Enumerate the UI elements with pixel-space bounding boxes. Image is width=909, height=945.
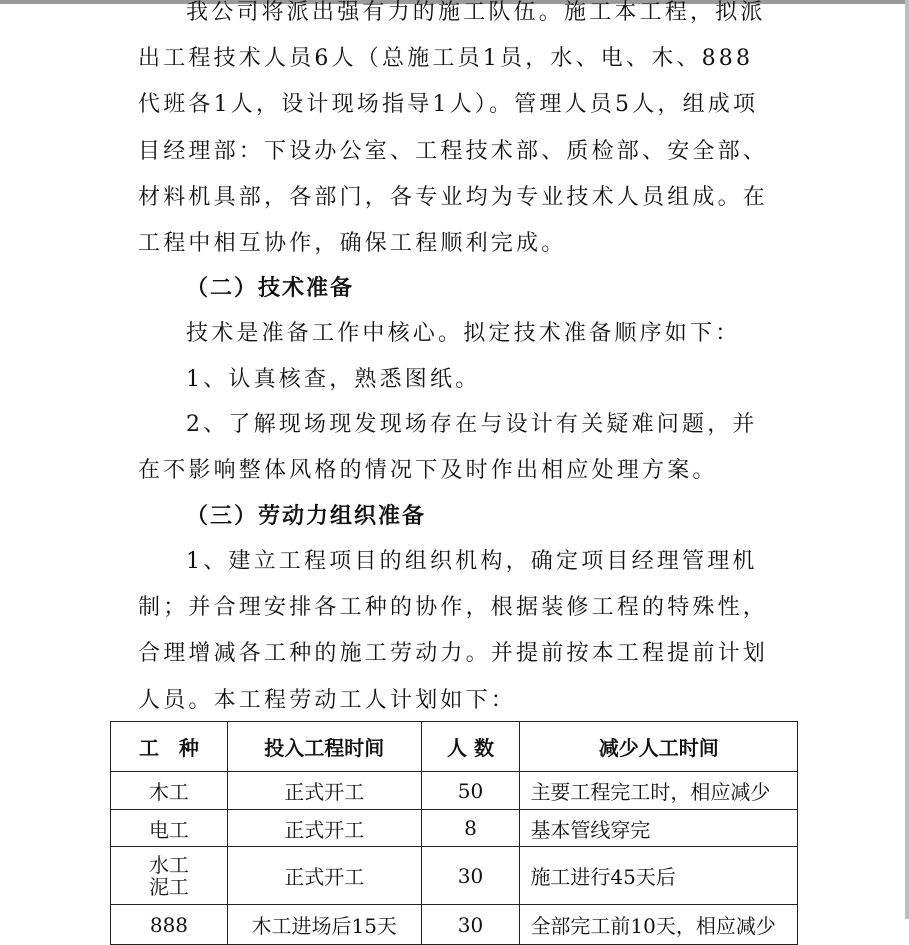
heading-labor-preparation: （三）劳动力组织准备 bbox=[186, 503, 427, 529]
cell-start-time: 正式开工 bbox=[227, 810, 421, 847]
paragraph-item-1: 1、认真核查，熟悉图纸。 bbox=[186, 367, 481, 392]
table-header-row bbox=[111, 722, 798, 772]
cell-count: 30 bbox=[421, 847, 520, 905]
cell-reduce-time: 施工进行45天后 bbox=[520, 847, 798, 905]
table-row bbox=[111, 810, 798, 847]
header-count: 人 数 bbox=[421, 722, 520, 772]
cell-reduce-time: 全部完工前10天，相应减少 bbox=[520, 905, 798, 945]
cell-trade: 水工 泥工 bbox=[111, 847, 228, 905]
cell-reduce-time: 基本管线穿完 bbox=[520, 810, 798, 847]
paragraph-labor-plan: 1、建立工程项目的组织机构，确定项目经理管理机制；并合理安排各工种的协作，根据装修工程的特殊性，合理增减各工种的施工劳动力。并提前按本工程提前计划人员。本工程劳动工人计划如下： bbox=[138, 549, 769, 713]
cell-start-time: 正式开工 bbox=[227, 847, 421, 905]
cell-start-time: 木工进场后15天 bbox=[227, 905, 421, 945]
cell-count: 30 bbox=[421, 905, 520, 945]
table-row bbox=[111, 847, 798, 905]
paragraph-technical-intro: 技术是准备工作中核心。拟定技术准备顺序如下： bbox=[186, 321, 741, 346]
cell-trade: 木工 bbox=[111, 772, 228, 810]
paragraph-staffing: 我公司将派出强有力的施工队伍。施工本工程，拟派出工程技术人员6人（总施工员1员，水、电、木、888代班各1人，设计现场指导1人）。管理人员5人，组成项目经理部：下设办公室、工程技术部、质检部、安全部、材料机具部，各部门，各专业均为专业技术人员组成。在工程中相互协作，确保工程顺利完成。 bbox=[138, 0, 769, 257]
cell-start-time: 正式开工 bbox=[227, 772, 421, 810]
cell-reduce-time: 主要工程完工时，相应减少 bbox=[520, 772, 798, 810]
cell-trade: 电工 bbox=[111, 810, 228, 847]
cell-trade: 888 bbox=[111, 905, 228, 945]
labor-plan-table bbox=[110, 721, 798, 945]
heading-technical-preparation: （二）技术准备 bbox=[186, 275, 355, 301]
cell-count: 50 bbox=[421, 772, 520, 810]
cell-count: 8 bbox=[421, 810, 520, 847]
table-row bbox=[111, 772, 798, 810]
header-reduce-time: 减少人工时间 bbox=[520, 722, 798, 772]
scrollbar-track[interactable] bbox=[905, 0, 909, 919]
paragraph-item-2: 2、了解现场现发现场存在与设计有关疑难问题，并在不影响整体风格的情况下及时作出相应处理方案。 bbox=[138, 412, 758, 484]
header-start-time: 投入工程时间 bbox=[227, 722, 421, 772]
header-trade: 工 种 bbox=[111, 722, 228, 772]
table-row bbox=[111, 905, 798, 945]
